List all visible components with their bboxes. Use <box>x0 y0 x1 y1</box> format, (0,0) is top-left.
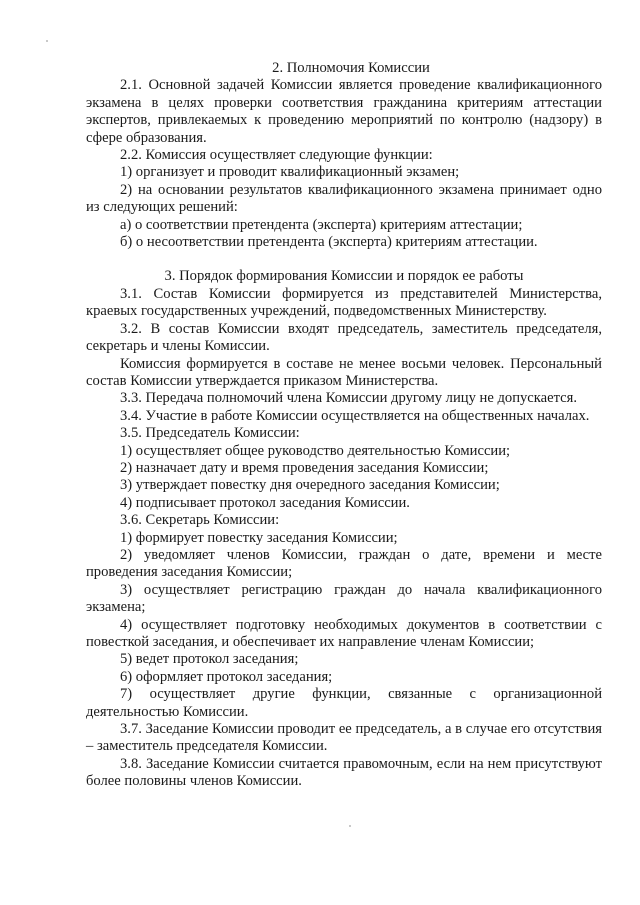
list-item-3-6-1: 1) формирует повестку заседания Комиссии; <box>120 529 398 546</box>
paragraph-3-2-composition: Комиссия формируется в составе не менее восьми человек. Персональный состав Комиссии утверждается приказом Министерства. <box>86 355 602 389</box>
list-item-3-5-4: 4) подписывает протокол заседания Комиссии. <box>120 494 410 511</box>
list-item-3-6-2: 2) уведомляет членов Комиссии, граждан о дате, времени и месте проведения заседания Комиссии; <box>86 546 602 581</box>
paragraph-3-8: 3.8. Заседание Комиссии считается правомочным, если на нем присутствуют более половины членов Комиссии. <box>86 755 602 790</box>
paragraph-3-2: 3.2. В состав Комиссии входят председатель, заместитель председателя, секретарь и члены Комиссии. <box>86 320 602 355</box>
list-item-2-2-b: б) о несоответствии претендента (эксперта) критериям аттестации. <box>120 234 538 251</box>
list-item-3-6-5: 5) ведет протокол заседания; <box>120 651 299 668</box>
paragraph-3-4: 3.4. Участие в работе Комиссии осуществляется на общественных началах. <box>120 407 590 424</box>
paragraph-3-5: 3.5. Председатель Комиссии: <box>120 425 300 442</box>
list-item-3-6-6: 6) оформляет протокол заседания; <box>120 668 333 685</box>
paragraph-3-7: 3.7. Заседание Комиссии проводит ее председатель, а в случае его отсутствия – заместитель председателя Комиссии. <box>86 721 602 755</box>
section-2-heading: 2. Полномочия Комиссии <box>272 60 430 76</box>
paragraph-2-2: 2.2. Комиссия осуществляет следующие функции: <box>120 147 433 164</box>
paragraph-3-3: 3.3. Передача полномочий члена Комиссии другому лицу не допускается. <box>120 390 577 407</box>
paragraph-2-1: 2.1. Основной задачей Комиссии является проведение квалификационного экзамена в целях проверки соответствия гражданина критериям аттестации экспертов, привлекаемых к проведению мероприятий по контролю (надзору) в сфере образования. <box>86 77 602 146</box>
list-item-3-6-3: 3) осуществляет регистрацию граждан до начала квалификационного экзамена; <box>86 581 602 616</box>
list-item-3-5-1: 1) осуществляет общее руководство деятельностью Комиссии; <box>120 442 511 459</box>
list-item-2-2-2: 2) на основании результатов квалификационного экзамена принимает одно из следующих решений: <box>86 181 602 216</box>
list-item-2-2-a: а) о соответствии претендента (эксперта) критериям аттестации; <box>120 216 523 233</box>
scan-speck <box>349 825 351 827</box>
list-item-3-6-7: 7) осуществляет другие функции, связанные с организационной деятельностью Комиссии. <box>86 686 602 720</box>
document-body <box>86 60 602 791</box>
paragraph-3-6: 3.6. Секретарь Комиссии: <box>120 512 280 529</box>
paragraph-3-1: 3.1. Состав Комиссии формируется из представителей Министерства, краевых государственных учреждений, подведомственных Министерству. <box>86 285 602 320</box>
scan-speck <box>46 40 48 42</box>
list-item-3-5-3: 3) утверждает повестку дня очередного заседания Комиссии; <box>120 477 500 494</box>
section-3-heading: 3. Порядок формирования Комиссии и порядок ее работы <box>164 268 524 285</box>
list-item-3-5-2: 2) назначает дату и время проведения заседания Комиссии; <box>120 459 489 476</box>
list-item-2-2-1: 1) организует и проводит квалификационный экзамен; <box>120 164 460 181</box>
list-item-3-6-4: 4) осуществляет подготовку необходимых документов в соответствии с повесткой заседания, и обеспечивает их направление членам Комиссии; <box>86 616 602 650</box>
